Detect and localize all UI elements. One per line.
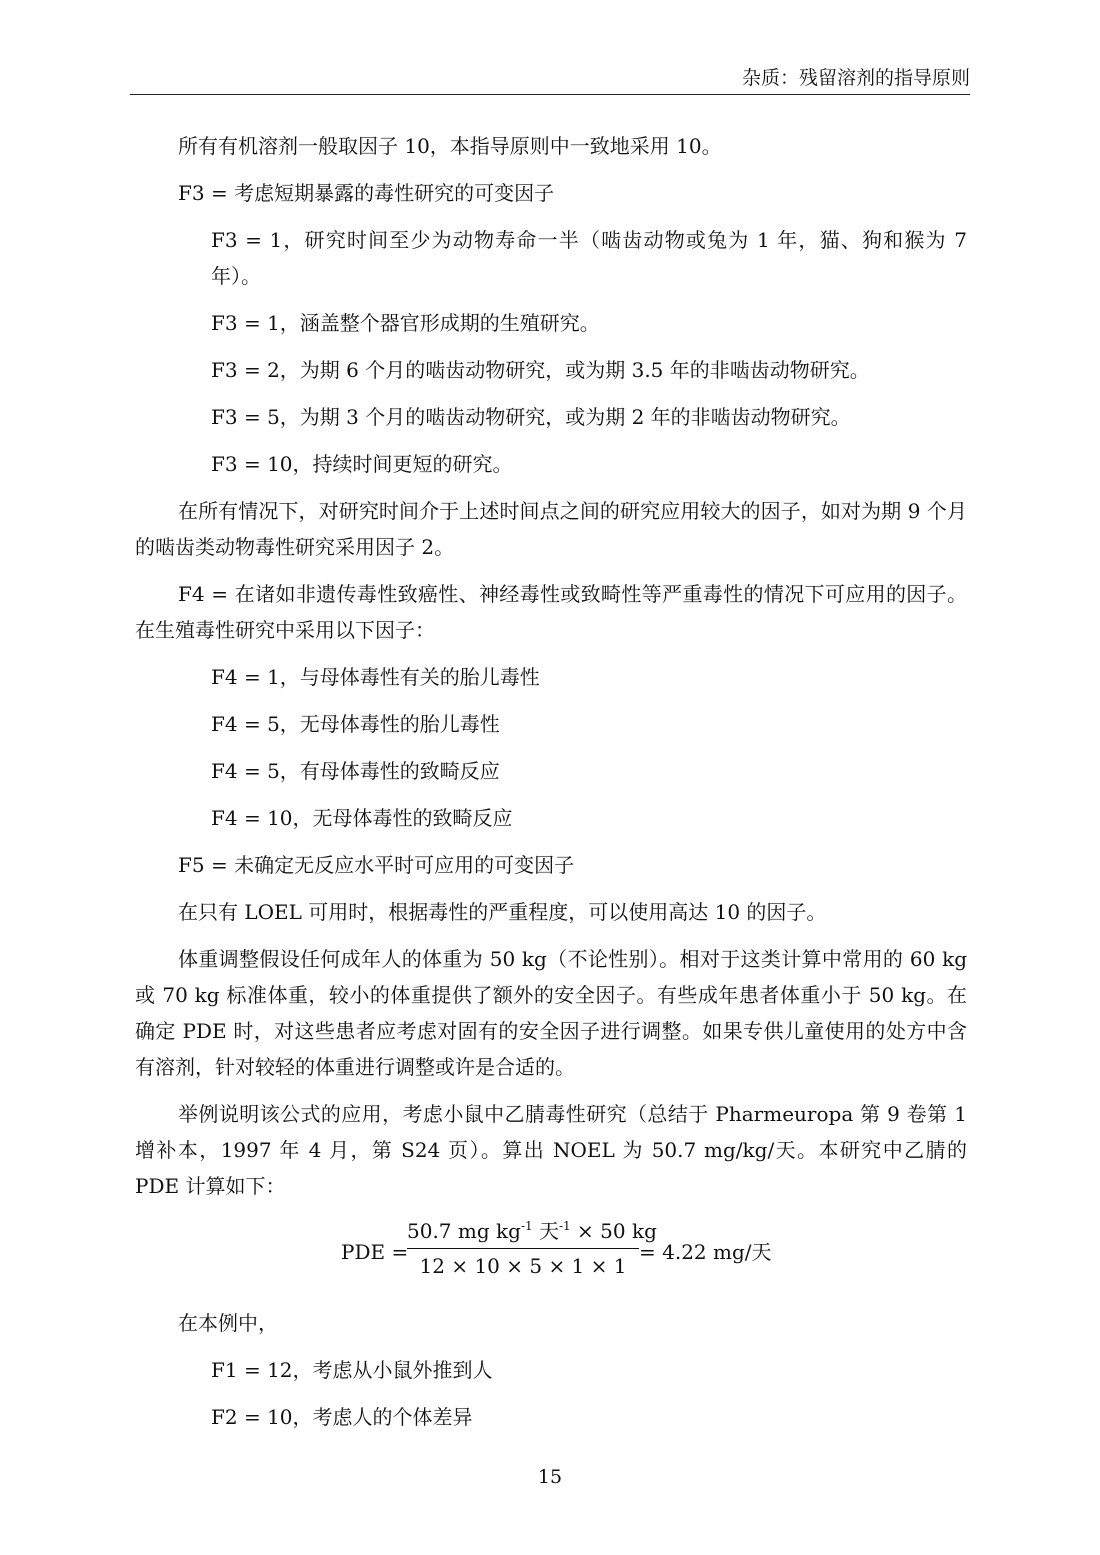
f3-item: F3 = 1，涵盖整个器官形成期的生殖研究。 xyxy=(211,311,600,335)
page-body xyxy=(135,128,967,1435)
f4-item: F4 = 1，与母体毒性有关的胎儿毒性 xyxy=(211,665,540,689)
f4-item: F4 = 10，无母体毒性的致畸反应 xyxy=(211,806,513,830)
f4-item: F4 = 5，有母体毒性的致畸反应 xyxy=(211,759,500,783)
page-number: 15 xyxy=(537,1466,563,1488)
paragraph-loel: 在只有 LOEL 可用时，根据毒性的严重程度，可以使用高达 10 的因子。 xyxy=(178,900,827,924)
formula-fraction xyxy=(407,1216,657,1281)
f4-definition: F4 = 在诸如非遗传毒性致癌性、神经毒性或致畸性等严重毒性的情况下可应用的因子。在生殖毒性研究中采用以下因子： xyxy=(135,582,967,642)
paragraph-in-this-example: 在本例中， xyxy=(178,1311,278,1335)
pde-formula xyxy=(135,1216,967,1294)
header-title: 杂质：残留溶剂的指导原则 xyxy=(741,67,970,89)
f3-item: F3 = 10，持续时间更短的研究。 xyxy=(211,452,513,476)
formula-rhs: = 4.22 mg/天 xyxy=(639,1240,772,1264)
example-item: F1 = 12，考虑从小鼠外推到人 xyxy=(211,1358,493,1382)
f3-item: F3 = 1，研究时间至少为动物寿命一半（啮齿动物或兔为 1 年，猫、狗和猴为 7 年）。 xyxy=(211,228,967,288)
f3-definition: F3 = 考虑短期暴露的毒性研究的可变因子 xyxy=(178,181,555,205)
f5-definition: F5 = 未确定无反应水平时可应用的可变因子 xyxy=(178,853,575,877)
running-header xyxy=(130,66,970,95)
f4-item: F4 = 5，无母体毒性的胎儿毒性 xyxy=(211,712,500,736)
formula-numerator: 50.7 mg $kg^{-1}$ 天$^{-1}$ × 50 kg xyxy=(407,1216,639,1249)
f3-item: F3 = 2，为期 6 个月的啮齿动物研究，或为期 3.5 年的非啮齿动物研究。 xyxy=(211,358,870,382)
formula-lhs: PDE = xyxy=(341,1240,409,1264)
paragraph-body-weight: 体重调整假设任何成年人的体重为 50 kg（不论性别）。相对于这类计算中常用的 60 kg 或 70 kg 标准体重，较小的体重提供了额外的安全因子。有些成年患者体重小于 50 kg。在确定 PDE 时，对这些患者应考虑对固有的安全因子进行调整。如果专供儿童使用的处方中含有溶剂，针对较轻的体重进行调整或许是合适的。 xyxy=(135,947,967,1079)
paragraph-factor-10: 所有有机溶剂一般取因子 10，本指导原则中一致地采用 10。 xyxy=(178,134,722,158)
paragraph-all-cases: 在所有情况下，对研究时间介于上述时间点之间的研究应用较大的因子，如对为期 9 个月的啮齿类动物毒性研究采用因子 2。 xyxy=(135,499,967,559)
paragraph-example: 举例说明该公式的应用，考虑小鼠中乙腈毒性研究（总结于 Pharmeuropa 第 9 卷第 1 增补本，1997 年 4 月，第 S24 页）。算出 NOEL 为 50.7 mg/kg/天。本研究中乙腈的 PDE 计算如下： xyxy=(135,1102,967,1198)
formula-denominator: 12 × 10 × 5 × 1 × 1 xyxy=(419,1254,627,1278)
example-item: F2 = 10，考虑人的个体差异 xyxy=(211,1405,473,1429)
f3-item: F3 = 5，为期 3 个月的啮齿动物研究，或为期 2 年的非啮齿动物研究。 xyxy=(211,405,851,429)
